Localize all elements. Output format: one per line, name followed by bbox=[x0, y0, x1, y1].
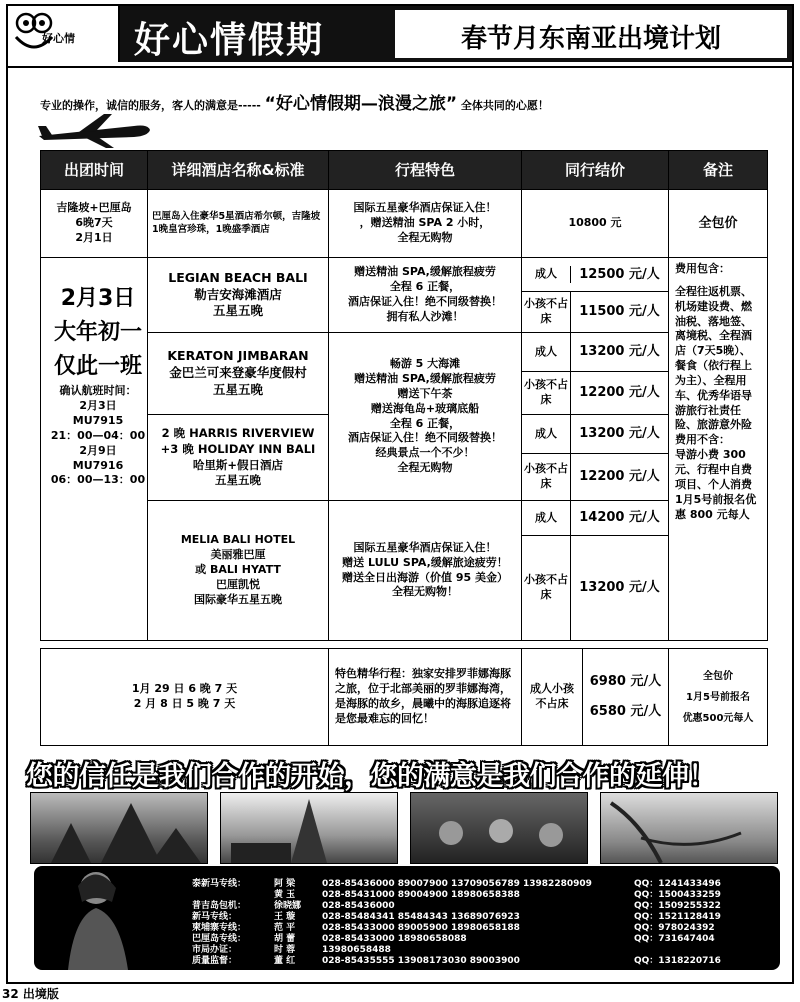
row1-feature-line: 国际五星豪华酒店保证入住！ bbox=[353, 201, 497, 215]
harris-hotel bbox=[148, 415, 329, 501]
row1-date-line: 吉隆坡+巴厘岛 bbox=[56, 201, 132, 215]
melia-hotel-line: 国际豪华五星五晚 bbox=[194, 592, 282, 606]
contact-phones: 028-85435555 13908173030 89003900 bbox=[322, 956, 520, 966]
logo-text: 好心情 bbox=[42, 32, 75, 45]
legian-hotel bbox=[148, 258, 329, 333]
legian-feature-line: 全程 6 正餐， bbox=[389, 280, 461, 294]
last-note-line: 优惠500元每人 bbox=[682, 712, 754, 724]
flight-info-line: 2月3日 bbox=[79, 399, 117, 413]
price-label: 成人 bbox=[522, 415, 571, 453]
tour-table bbox=[40, 150, 768, 746]
airplane-icon bbox=[34, 110, 154, 150]
col-header-feature: 行程特色 bbox=[329, 151, 522, 190]
last-price-cell bbox=[522, 649, 669, 746]
keraton-hotel bbox=[148, 333, 329, 415]
motto-prefix: 专业的操作，诚信的服务，客人的满意是----- bbox=[40, 99, 261, 112]
row1-feature-line: 全程无购物 bbox=[397, 230, 453, 244]
contact-name: 阿 梁 bbox=[274, 879, 296, 889]
legian-hotel-line: 五星五晚 bbox=[212, 303, 263, 319]
last-dates bbox=[41, 649, 329, 746]
melia-feature bbox=[329, 501, 522, 641]
legian-hotel-line: LEGIAN BEACH BALI bbox=[168, 269, 308, 285]
contact-phones: 13980658488 bbox=[322, 945, 391, 955]
col-header-date: 出团时间 bbox=[41, 151, 148, 190]
fee-note-line: 导游小费 300 元、行程中自费项目、个人消费 bbox=[675, 448, 752, 491]
contact-label: 市局办证： bbox=[192, 945, 238, 955]
contact-qq: QQ：1521128419 bbox=[634, 912, 721, 922]
price-label: 成人 bbox=[522, 501, 571, 535]
contact-name: 黄 玉 bbox=[274, 890, 296, 900]
fee-note-line: 1月5号前报名优惠 800 元每人 bbox=[675, 492, 757, 521]
shared-feature-line: 赠送精油 SPA,缓解旅程疲劳 bbox=[354, 371, 496, 385]
feb3-big-line: 2月3日 bbox=[60, 286, 136, 311]
row1-date-line: 2月1日 bbox=[75, 230, 113, 244]
col-header-price: 同行结价 bbox=[522, 151, 669, 190]
contact-phones: 028-85484341 85484343 13689076923 bbox=[322, 912, 520, 922]
price-value: 6580 元/人 bbox=[589, 704, 662, 719]
contact-row bbox=[192, 887, 754, 900]
page-subtitle: 春节月东南亚出境计划 bbox=[460, 24, 721, 54]
header-divider bbox=[8, 66, 792, 68]
contact-label: 柬埔寨专线： bbox=[192, 923, 247, 933]
contact-name: 董 红 bbox=[274, 956, 296, 966]
contact-row bbox=[192, 942, 754, 955]
shared-feature bbox=[329, 333, 522, 501]
flight-info-line: MU7915 bbox=[72, 413, 124, 427]
shared-feature-line: 赠送海龟岛+玻璃底船 bbox=[370, 401, 480, 415]
motto-highlight: “好心情假期—浪漫之旅” bbox=[264, 94, 458, 114]
price-value: 14200 元/人 bbox=[579, 510, 660, 526]
temple-photo bbox=[30, 792, 208, 864]
contact-name: 胡 蕾 bbox=[274, 934, 296, 944]
row1-feature bbox=[329, 190, 522, 258]
flight-info-line: 确认航班时间： bbox=[59, 384, 137, 398]
melia-child-price-cell bbox=[522, 536, 669, 641]
legian-child-price-cell bbox=[522, 292, 669, 333]
contact-phones: 028-85431000 89004900 18980658388 bbox=[322, 890, 520, 900]
flight-info-line: 2月9日 bbox=[79, 443, 117, 457]
brand-band bbox=[120, 6, 792, 62]
melia-adult-price-cell bbox=[522, 501, 669, 536]
price-label: 成人 bbox=[522, 266, 571, 284]
price-label: 成人小孩不占床 bbox=[522, 649, 583, 745]
feb3-big-line: 仅此一班 bbox=[53, 354, 142, 380]
contact-phones: 028-85436000 bbox=[322, 901, 395, 911]
row1-price: 10800 元 bbox=[522, 190, 669, 258]
contact-phones: 028-85433000 89005900 18980658188 bbox=[322, 923, 520, 933]
melia-hotel-line: 或 BALI HYATT bbox=[195, 563, 281, 577]
contact-row bbox=[192, 876, 754, 889]
price-value: 12200 元/人 bbox=[579, 385, 660, 401]
last-feature: 特色精华行程：独家安排罗菲娜海豚之旅，位于北部美丽的罗菲娜海湾，是海豚的故乡，晨曦中的海豚追逐将是您最难忘的回忆！ bbox=[329, 649, 522, 746]
harris-hotel-line: 五星五晚 bbox=[215, 473, 261, 488]
col-header-hotel: 详细酒店名称&标准 bbox=[148, 151, 329, 190]
legian-adult-price-cell bbox=[522, 258, 669, 292]
page-footer: 32 出境版 bbox=[2, 987, 59, 1001]
brand-title: 好心情假期 bbox=[134, 20, 325, 61]
melia-feature-line: 全程无购物！ bbox=[392, 585, 458, 599]
price-value: 6980 元/人 bbox=[589, 674, 662, 690]
contact-row bbox=[192, 909, 754, 922]
legian-hotel-line: 勒吉安海滩酒店 bbox=[194, 286, 282, 302]
contact-phones: 028-85433000 18980658088 bbox=[322, 934, 467, 944]
contact-name: 王 璇 bbox=[274, 912, 296, 922]
contact-qq: QQ：731647404 bbox=[634, 934, 715, 944]
shared-feature-line: 经典景点一个不少！ bbox=[375, 446, 475, 460]
row-spacer bbox=[41, 641, 768, 649]
shared-feature-line: 全程无购物 bbox=[397, 461, 453, 475]
melia-feature-line: 赠送 LULU SPA,缓解旅途疲劳！ bbox=[342, 555, 508, 569]
harris-hotel-line: 哈里斯+假日酒店 bbox=[192, 457, 284, 472]
fee-note-line: 费用包含： bbox=[675, 262, 730, 275]
keraton-hotel-line: 金巴兰可来登豪华度假村 bbox=[169, 365, 307, 381]
shared-feature-line: 畅游 5 大海滩 bbox=[389, 357, 461, 371]
header bbox=[8, 6, 792, 62]
pagoda-photo bbox=[220, 792, 398, 864]
contact-name: 范 平 bbox=[274, 923, 296, 933]
contact-label: 新马专线： bbox=[192, 912, 238, 922]
row1-feature-line: ，赠送精油 SPA 2 小时， bbox=[359, 216, 491, 230]
contact-name: 徐晓娜 bbox=[274, 901, 302, 911]
last-note bbox=[669, 649, 768, 746]
price-label: 小孩不占床 bbox=[522, 372, 571, 414]
last-date-line: 2 月 8 日 5 晚 7 天 bbox=[133, 697, 236, 710]
contact-label: 泰新马专线： bbox=[192, 879, 247, 889]
contact-name: 时 蓉 bbox=[274, 945, 296, 955]
feb3-date-block bbox=[41, 258, 148, 641]
fee-note-line: 全程往返机票、机场建设费、燃油税、落地签、离境税、全程酒店（7天5晚）、餐食（依行程上为主）、全程用车、优秀华语导游旅行社责任险、旅游意外险 bbox=[675, 284, 752, 432]
contact-label: 普吉岛包机： bbox=[192, 901, 247, 911]
contact-row bbox=[192, 920, 754, 933]
melia-hotel bbox=[148, 501, 329, 641]
contact-qq: QQ：1509255322 bbox=[634, 901, 721, 911]
contact-qq: QQ：1318220716 bbox=[634, 956, 721, 966]
keraton-hotel-line: 五星五晚 bbox=[212, 381, 263, 397]
flight-info-line: 21：00—04：00 bbox=[50, 428, 146, 442]
contact-row bbox=[192, 898, 754, 911]
last-note-line: 1月5号前报名 bbox=[686, 691, 750, 703]
contact-qq: QQ：1241433496 bbox=[634, 879, 721, 889]
price-label: 小孩不占床 bbox=[522, 536, 571, 640]
melia-feature-line: 国际五星豪华酒店保证入住！ bbox=[353, 540, 497, 554]
price-label: 成人 bbox=[522, 333, 571, 371]
row1-hotel: 巴厘岛入住豪华5星酒店希尔顿，吉隆坡1晚皇宫珍珠，1晚盛季酒店 bbox=[148, 190, 329, 258]
feb3-big-line: 大年初一 bbox=[53, 320, 142, 346]
melia-hotel-line: 巴厘凯悦 bbox=[216, 577, 260, 591]
price-value: 11500 元/人 bbox=[579, 304, 660, 320]
keraton-hotel-line: KERATON JIMBARAN bbox=[167, 348, 309, 364]
row1-date-line: 6晚7天 bbox=[75, 216, 113, 230]
legian-feature bbox=[329, 258, 522, 333]
legian-feature-line: 酒店保证入住！绝不同级替换！ bbox=[348, 295, 502, 308]
subtitle-box bbox=[395, 10, 787, 58]
legian-feature-line: 赠送精油 SPA,缓解旅程疲劳 bbox=[354, 265, 496, 279]
harris-child-price-cell bbox=[522, 454, 669, 501]
shared-feature-line: 酒店保证入住！绝不同级替换！ bbox=[348, 431, 502, 445]
last-date-line: 1月 29 日 6 晚 7 天 bbox=[131, 682, 238, 696]
melia-hotel-line: MELIA BALI HOTEL bbox=[180, 533, 296, 547]
contact-phones: 028-85436000 89007900 13709056789 13982280909 bbox=[322, 879, 592, 889]
flight-info-line: 06：00—13：00 bbox=[50, 473, 146, 487]
beach-hammock-photo bbox=[600, 792, 778, 864]
contact-panel bbox=[34, 866, 780, 970]
contact-qq: QQ：978024392 bbox=[634, 923, 715, 933]
price-value: 12200 元/人 bbox=[579, 469, 660, 485]
keraton-child-price-cell bbox=[522, 372, 669, 415]
price-label: 小孩不占床 bbox=[522, 454, 571, 500]
motto-suffix: 全体共同的心愿！ bbox=[460, 99, 549, 112]
price-value: 12500 元/人 bbox=[579, 266, 660, 282]
slogan: 您的信任是我们合作的开始，您的满意是我们合作的延伸！ bbox=[26, 761, 715, 792]
dancers-photo bbox=[410, 792, 588, 864]
harris-hotel-line: +3 晚 HOLIDAY INN BALI bbox=[160, 441, 316, 456]
legian-feature-line: 拥有私人沙滩！ bbox=[386, 309, 464, 323]
contact-row bbox=[192, 931, 754, 944]
contact-qq: QQ：1500433259 bbox=[634, 890, 721, 900]
melia-feature-line: 赠送全日出海游（价值 95 美金） bbox=[342, 570, 508, 584]
shared-feature-line: 赠送下午茶 bbox=[397, 386, 453, 400]
price-label: 小孩不占床 bbox=[522, 292, 571, 332]
col-header-note: 备注 bbox=[669, 151, 768, 190]
fee-note bbox=[669, 258, 768, 641]
row1-date bbox=[41, 190, 148, 258]
row1-note: 全包价 bbox=[669, 190, 768, 258]
model-portrait-icon bbox=[38, 866, 178, 970]
logo bbox=[8, 6, 120, 62]
keraton-adult-price-cell bbox=[522, 333, 669, 372]
price-value: 13200 元/人 bbox=[579, 344, 660, 360]
shared-feature-line: 全程 6 正餐， bbox=[389, 416, 461, 430]
flight-info-line: MU7916 bbox=[72, 458, 124, 472]
fee-note-line: 费用不含： bbox=[675, 433, 730, 447]
harris-hotel-line: 2 晚 HARRIS RIVERVIEW bbox=[161, 426, 315, 441]
contact-label: 巴厘岛专线： bbox=[192, 934, 247, 944]
contact-row bbox=[192, 953, 754, 966]
last-note-line: 全包价 bbox=[703, 670, 733, 682]
price-value: 13200 元/人 bbox=[579, 426, 660, 442]
harris-adult-price-cell bbox=[522, 415, 669, 454]
price-value: 13200 元/人 bbox=[579, 580, 660, 596]
melia-hotel-line: 美丽雅巴厘 bbox=[210, 548, 266, 562]
contact-label: 质量监督： bbox=[192, 956, 238, 966]
